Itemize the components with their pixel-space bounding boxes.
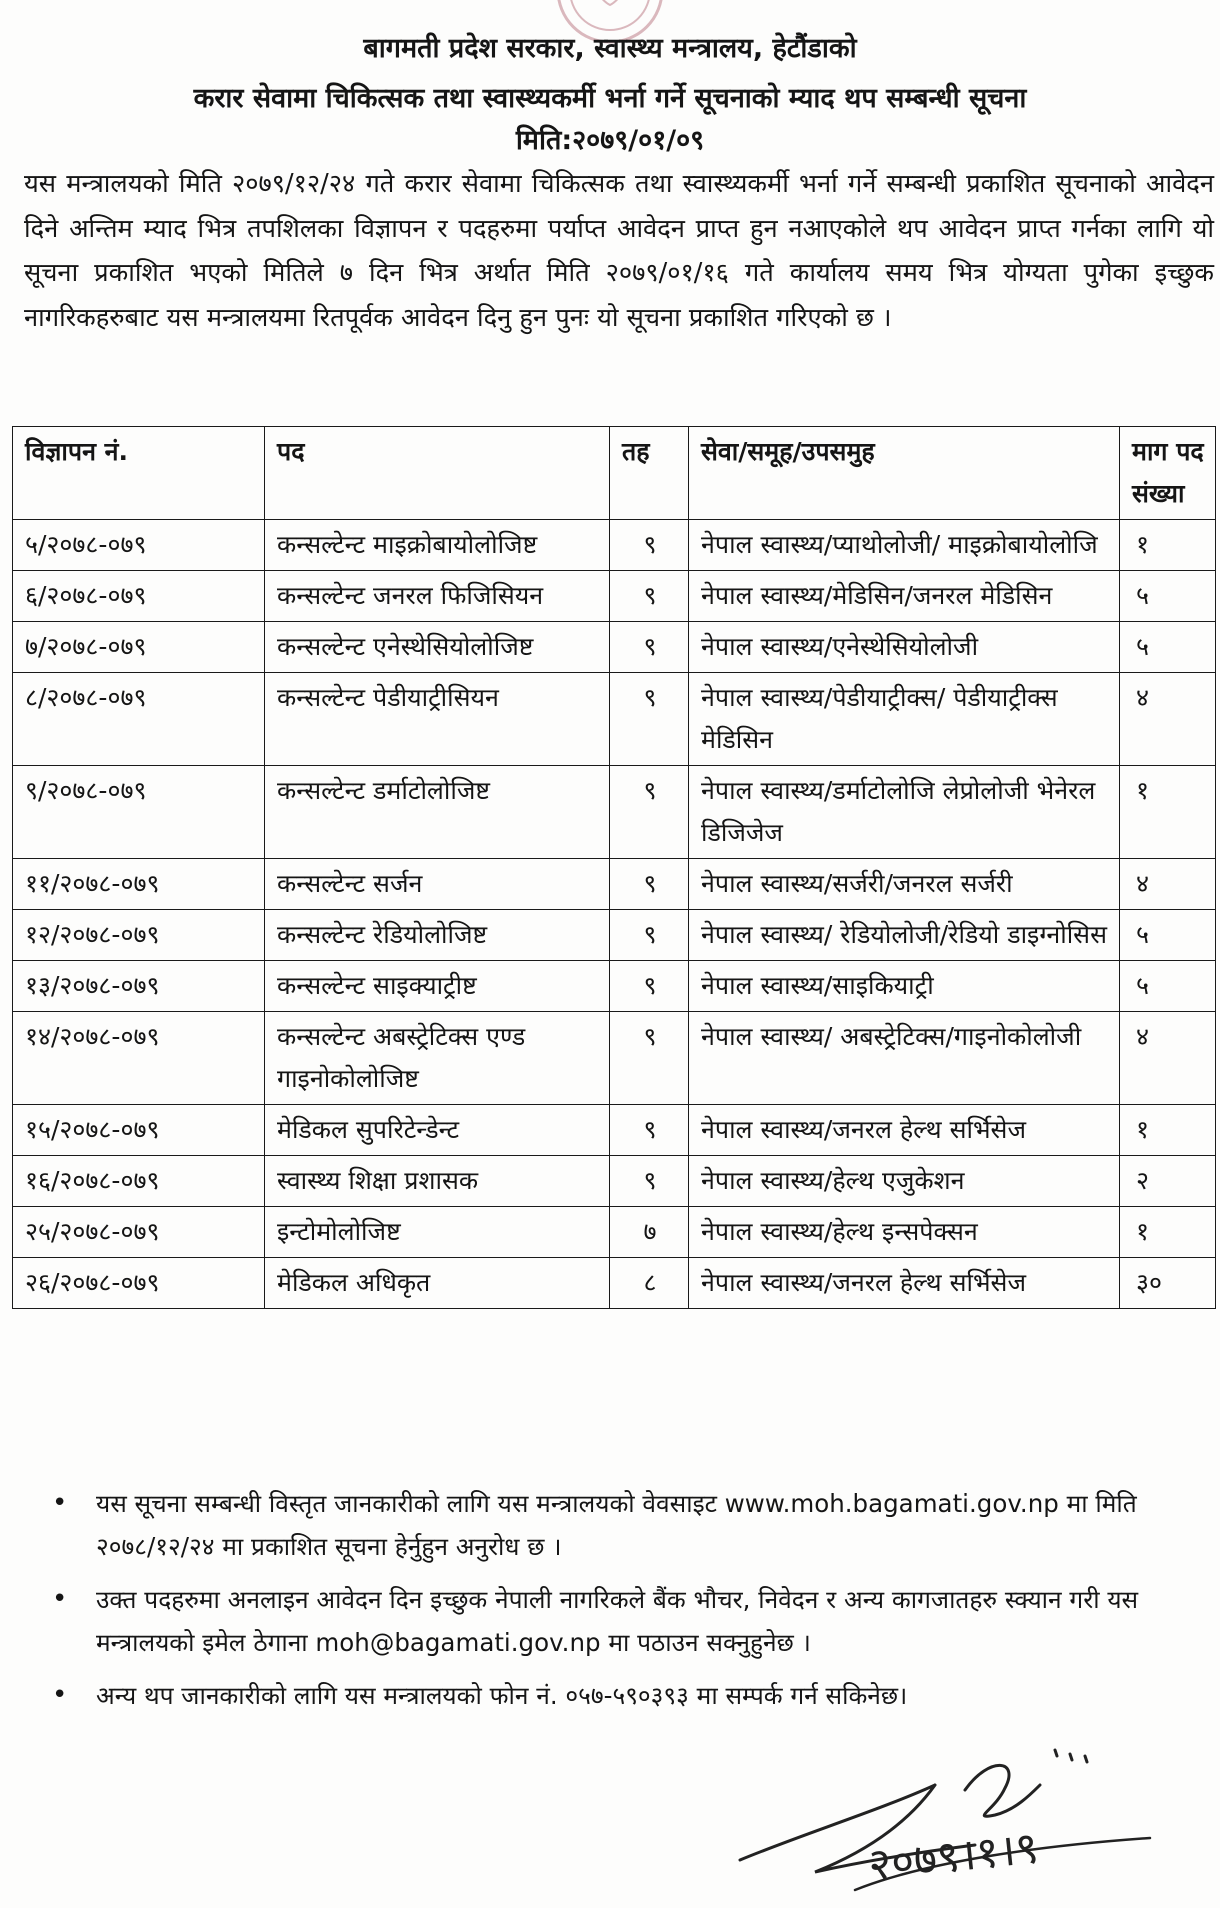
handwritten-signature bbox=[720, 1740, 1160, 1908]
cell-post: मेडिकल सुपरिटेन्डेन्ट bbox=[265, 1105, 610, 1156]
table-row bbox=[13, 673, 1216, 766]
cell-ad-no: ११/२०७८-०७९ bbox=[13, 859, 265, 910]
col-header-post: पद bbox=[265, 427, 610, 520]
cell-service-group: नेपाल स्वास्थ्य/डर्माटोलोजि लेप्रोलोजी भेनेरल डिजिजेज bbox=[689, 766, 1120, 859]
cell-post: मेडिकल अधिकृत bbox=[265, 1258, 610, 1309]
cell-service-group: नेपाल स्वास्थ्य/सर्जरी/जनरल सर्जरी bbox=[689, 859, 1120, 910]
cell-level: ९ bbox=[610, 622, 689, 673]
cell-level: ९ bbox=[610, 673, 689, 766]
list-item bbox=[50, 1674, 1220, 1717]
cell-level: ९ bbox=[610, 859, 689, 910]
cell-post: कन्सल्टेन्ट रेडियोलोजिष्ट bbox=[265, 910, 610, 961]
notice-title: करार सेवामा चिकित्सक तथा स्वास्थ्यकर्मी भर्ना गर्ने सूचनाको म्याद थप सम्बन्धी सूचना bbox=[193, 83, 1027, 114]
col-header-level: तह bbox=[610, 427, 689, 520]
cell-post: कन्सल्टेन्ट डर्माटोलोजिष्ट bbox=[265, 766, 610, 859]
vacancy-table bbox=[12, 426, 1216, 1309]
cell-post: कन्सल्टेन्ट सर्जन bbox=[265, 859, 610, 910]
cell-demand-count: १ bbox=[1120, 1105, 1216, 1156]
cell-demand-count: १ bbox=[1120, 1207, 1216, 1258]
table-row bbox=[13, 1207, 1216, 1258]
intro-paragraph: यस मन्त्रालयको मिति २०७९/१२/२४ गते करार सेवामा चिकित्सक तथा स्वास्थ्यकर्मी भर्ना गर्ने सम्बन्धी प्रकाशित सूचनाको आवेदन दिने अन्तिम म्याद भित्र तपशिलका विज्ञापन र पदहरुमा पर्याप्त आवेदन प्राप्त हुन नआएकोले थप आवेदन प्राप्त गर्नका लागि यो सूचना प्रकाशित भएको मितिले ७ दिन भित्र अर्थात मिति २०७९/०१/१६ गते कार्यालय समय भित्र योग्यता पुगेका इच्छुक नागरिकहरुबाट यस मन्त्रालयमा रितपूर्वक आवेदन दिनु हुन पुनः यो सूचना प्रकाशित गरिएको छ । bbox=[24, 169, 1214, 333]
bullet-icon: • bbox=[52, 1488, 68, 1518]
svg-text:२०७९।१।९: २०७९।१।९ bbox=[865, 1822, 1041, 1891]
cell-post: इन्टोमोलोजिष्ट bbox=[265, 1207, 610, 1258]
cell-service-group: नेपाल स्वास्थ्य/पेडीयाट्रीक्स/ पेडीयाट्रीक्स मेडिसिन bbox=[689, 673, 1120, 766]
notice-date: मिति:२०७९/०१/०९ bbox=[515, 125, 705, 156]
cell-level: ७ bbox=[610, 1207, 689, 1258]
cell-ad-no: ५/२०७८-०७९ bbox=[13, 520, 265, 571]
cell-ad-no: १६/२०७८-०७९ bbox=[13, 1156, 265, 1207]
cell-demand-count: ५ bbox=[1120, 910, 1216, 961]
cell-post: कन्सल्टेन्ट माइक्रोबायोलोजिष्ट bbox=[265, 520, 610, 571]
cell-demand-count: ४ bbox=[1120, 673, 1216, 766]
cell-post: कन्सल्टेन्ट अबस्ट्रेटिक्स एण्ड गाइनोकोलोजिष्ट bbox=[265, 1012, 610, 1105]
cell-service-group: नेपाल स्वास्थ्य/साइकियाट्री bbox=[689, 961, 1120, 1012]
cell-ad-no: ७/२०७८-०७९ bbox=[13, 622, 265, 673]
cell-level: ९ bbox=[610, 910, 689, 961]
bullet-icon: • bbox=[52, 1584, 68, 1614]
cell-demand-count: ५ bbox=[1120, 622, 1216, 673]
col-header-demand-count: माग पद संख्या bbox=[1120, 427, 1216, 520]
note-text: यस सूचना सम्बन्धी विस्तृत जानकारीको लागि यस मन्त्रालयको वेवसाइट www.moh.bagamati.gov.np मा मिति २०७८/१२/२४ मा प्रकाशित सूचना हेर्नुहुन अनुरोध छ । bbox=[96, 1489, 1137, 1561]
cell-post: कन्सल्टेन्ट एनेस्थेसियोलोजिष्ट bbox=[265, 622, 610, 673]
cell-level: ९ bbox=[610, 520, 689, 571]
cell-level: ९ bbox=[610, 766, 689, 859]
cell-post: स्वास्थ्य शिक्षा प्रशासक bbox=[265, 1156, 610, 1207]
note-text: अन्य थप जानकारीको लागि यस मन्त्रालयको फोन नं. ०५७-५९०३९३ मा सम्पर्क गर्न सकिनेछ। bbox=[96, 1681, 908, 1710]
ministry-title: बागमती प्रदेश सरकार, स्वास्थ्य मन्त्रालय, हेटौंडाको bbox=[363, 33, 857, 64]
col-header-ad-no: विज्ञापन नं. bbox=[13, 427, 265, 520]
cell-ad-no: २६/२०७८-०७९ bbox=[13, 1258, 265, 1309]
table-row bbox=[13, 1258, 1216, 1309]
table-row bbox=[13, 961, 1216, 1012]
cell-level: ९ bbox=[610, 571, 689, 622]
cell-post: कन्सल्टेन्ट जनरल फिजिसियन bbox=[265, 571, 610, 622]
cell-service-group: नेपाल स्वास्थ्य/एनेस्थेसियोलोजी bbox=[689, 622, 1120, 673]
cell-service-group: नेपाल स्वास्थ्य/ रेडियोलोजी/रेडियो डाइग्नोसिस bbox=[689, 910, 1120, 961]
table-row bbox=[13, 571, 1216, 622]
cell-level: ९ bbox=[610, 961, 689, 1012]
cell-ad-no: ९/२०७८-०७९ bbox=[13, 766, 265, 859]
cell-ad-no: ८/२०७८-०७९ bbox=[13, 673, 265, 766]
cell-level: ९ bbox=[610, 1105, 689, 1156]
table-row bbox=[13, 910, 1216, 961]
cell-service-group: नेपाल स्वास्थ्य/जनरल हेल्थ सर्भिसेज bbox=[689, 1258, 1120, 1309]
table-body bbox=[13, 520, 1216, 1309]
table-row bbox=[13, 766, 1216, 859]
cell-service-group: नेपाल स्वास्थ्य/प्याथोलोजी/ माइक्रोबायोलोजि bbox=[689, 520, 1120, 571]
table-row bbox=[13, 1105, 1216, 1156]
cell-post: कन्सल्टेन्ट साइक्याट्रीष्ट bbox=[265, 961, 610, 1012]
cell-demand-count: २ bbox=[1120, 1156, 1216, 1207]
table-row bbox=[13, 1012, 1216, 1105]
cell-ad-no: १४/२०७८-०७९ bbox=[13, 1012, 265, 1105]
table-row bbox=[13, 622, 1216, 673]
list-item bbox=[50, 1578, 1220, 1664]
cell-service-group: नेपाल स्वास्थ्य/मेडिसिन/जनरल मेडिसिन bbox=[689, 571, 1120, 622]
table-row bbox=[13, 520, 1216, 571]
cell-level: ९ bbox=[610, 1156, 689, 1207]
notes-list bbox=[50, 1482, 1220, 1727]
cell-demand-count: १ bbox=[1120, 766, 1216, 859]
note-text: उक्त पदहरुमा अनलाइन आवेदन दिन इच्छुक नेपाली नागरिकले बैंक भौचर, निवेदन र अन्य कागजातहरु स्क्यान गरी यस मन्त्रालयको इमेल ठेगाना moh@bagamati.gov.np मा पठाउन सक्नुहुनेछ । bbox=[96, 1585, 1139, 1657]
cell-level: ९ bbox=[610, 1012, 689, 1105]
list-item bbox=[50, 1482, 1220, 1568]
cell-ad-no: ६/२०७८-०७९ bbox=[13, 571, 265, 622]
cell-service-group: नेपाल स्वास्थ्य/जनरल हेल्थ सर्भिसेज bbox=[689, 1105, 1120, 1156]
table-row bbox=[13, 1156, 1216, 1207]
col-header-service-group: सेवा/समूह/उपसमुह bbox=[689, 427, 1120, 520]
cell-level: ८ bbox=[610, 1258, 689, 1309]
cell-demand-count: ४ bbox=[1120, 859, 1216, 910]
cell-service-group: नेपाल स्वास्थ्य/हेल्थ एजुकेशन bbox=[689, 1156, 1120, 1207]
cell-demand-count: ४ bbox=[1120, 1012, 1216, 1105]
cell-service-group: नेपाल स्वास्थ्य/हेल्थ इन्सपेक्सन bbox=[689, 1207, 1120, 1258]
cell-ad-no: १२/२०७८-०७९ bbox=[13, 910, 265, 961]
cell-post: कन्सल्टेन्ट पेडीयाट्रीसियन bbox=[265, 673, 610, 766]
table-header-row bbox=[13, 427, 1216, 520]
cell-demand-count: ३० bbox=[1120, 1258, 1216, 1309]
cell-ad-no: २५/२०७८-०७९ bbox=[13, 1207, 265, 1258]
cell-service-group: नेपाल स्वास्थ्य/ अबस्ट्रेटिक्स/गाइनोकोलोजी bbox=[689, 1012, 1120, 1105]
cell-demand-count: ५ bbox=[1120, 571, 1216, 622]
cell-ad-no: १३/२०७८-०७९ bbox=[13, 961, 265, 1012]
cell-demand-count: १ bbox=[1120, 520, 1216, 571]
table-row bbox=[13, 859, 1216, 910]
cell-ad-no: १५/२०७८-०७९ bbox=[13, 1105, 265, 1156]
cell-demand-count: ५ bbox=[1120, 961, 1216, 1012]
bullet-icon: • bbox=[52, 1680, 68, 1710]
